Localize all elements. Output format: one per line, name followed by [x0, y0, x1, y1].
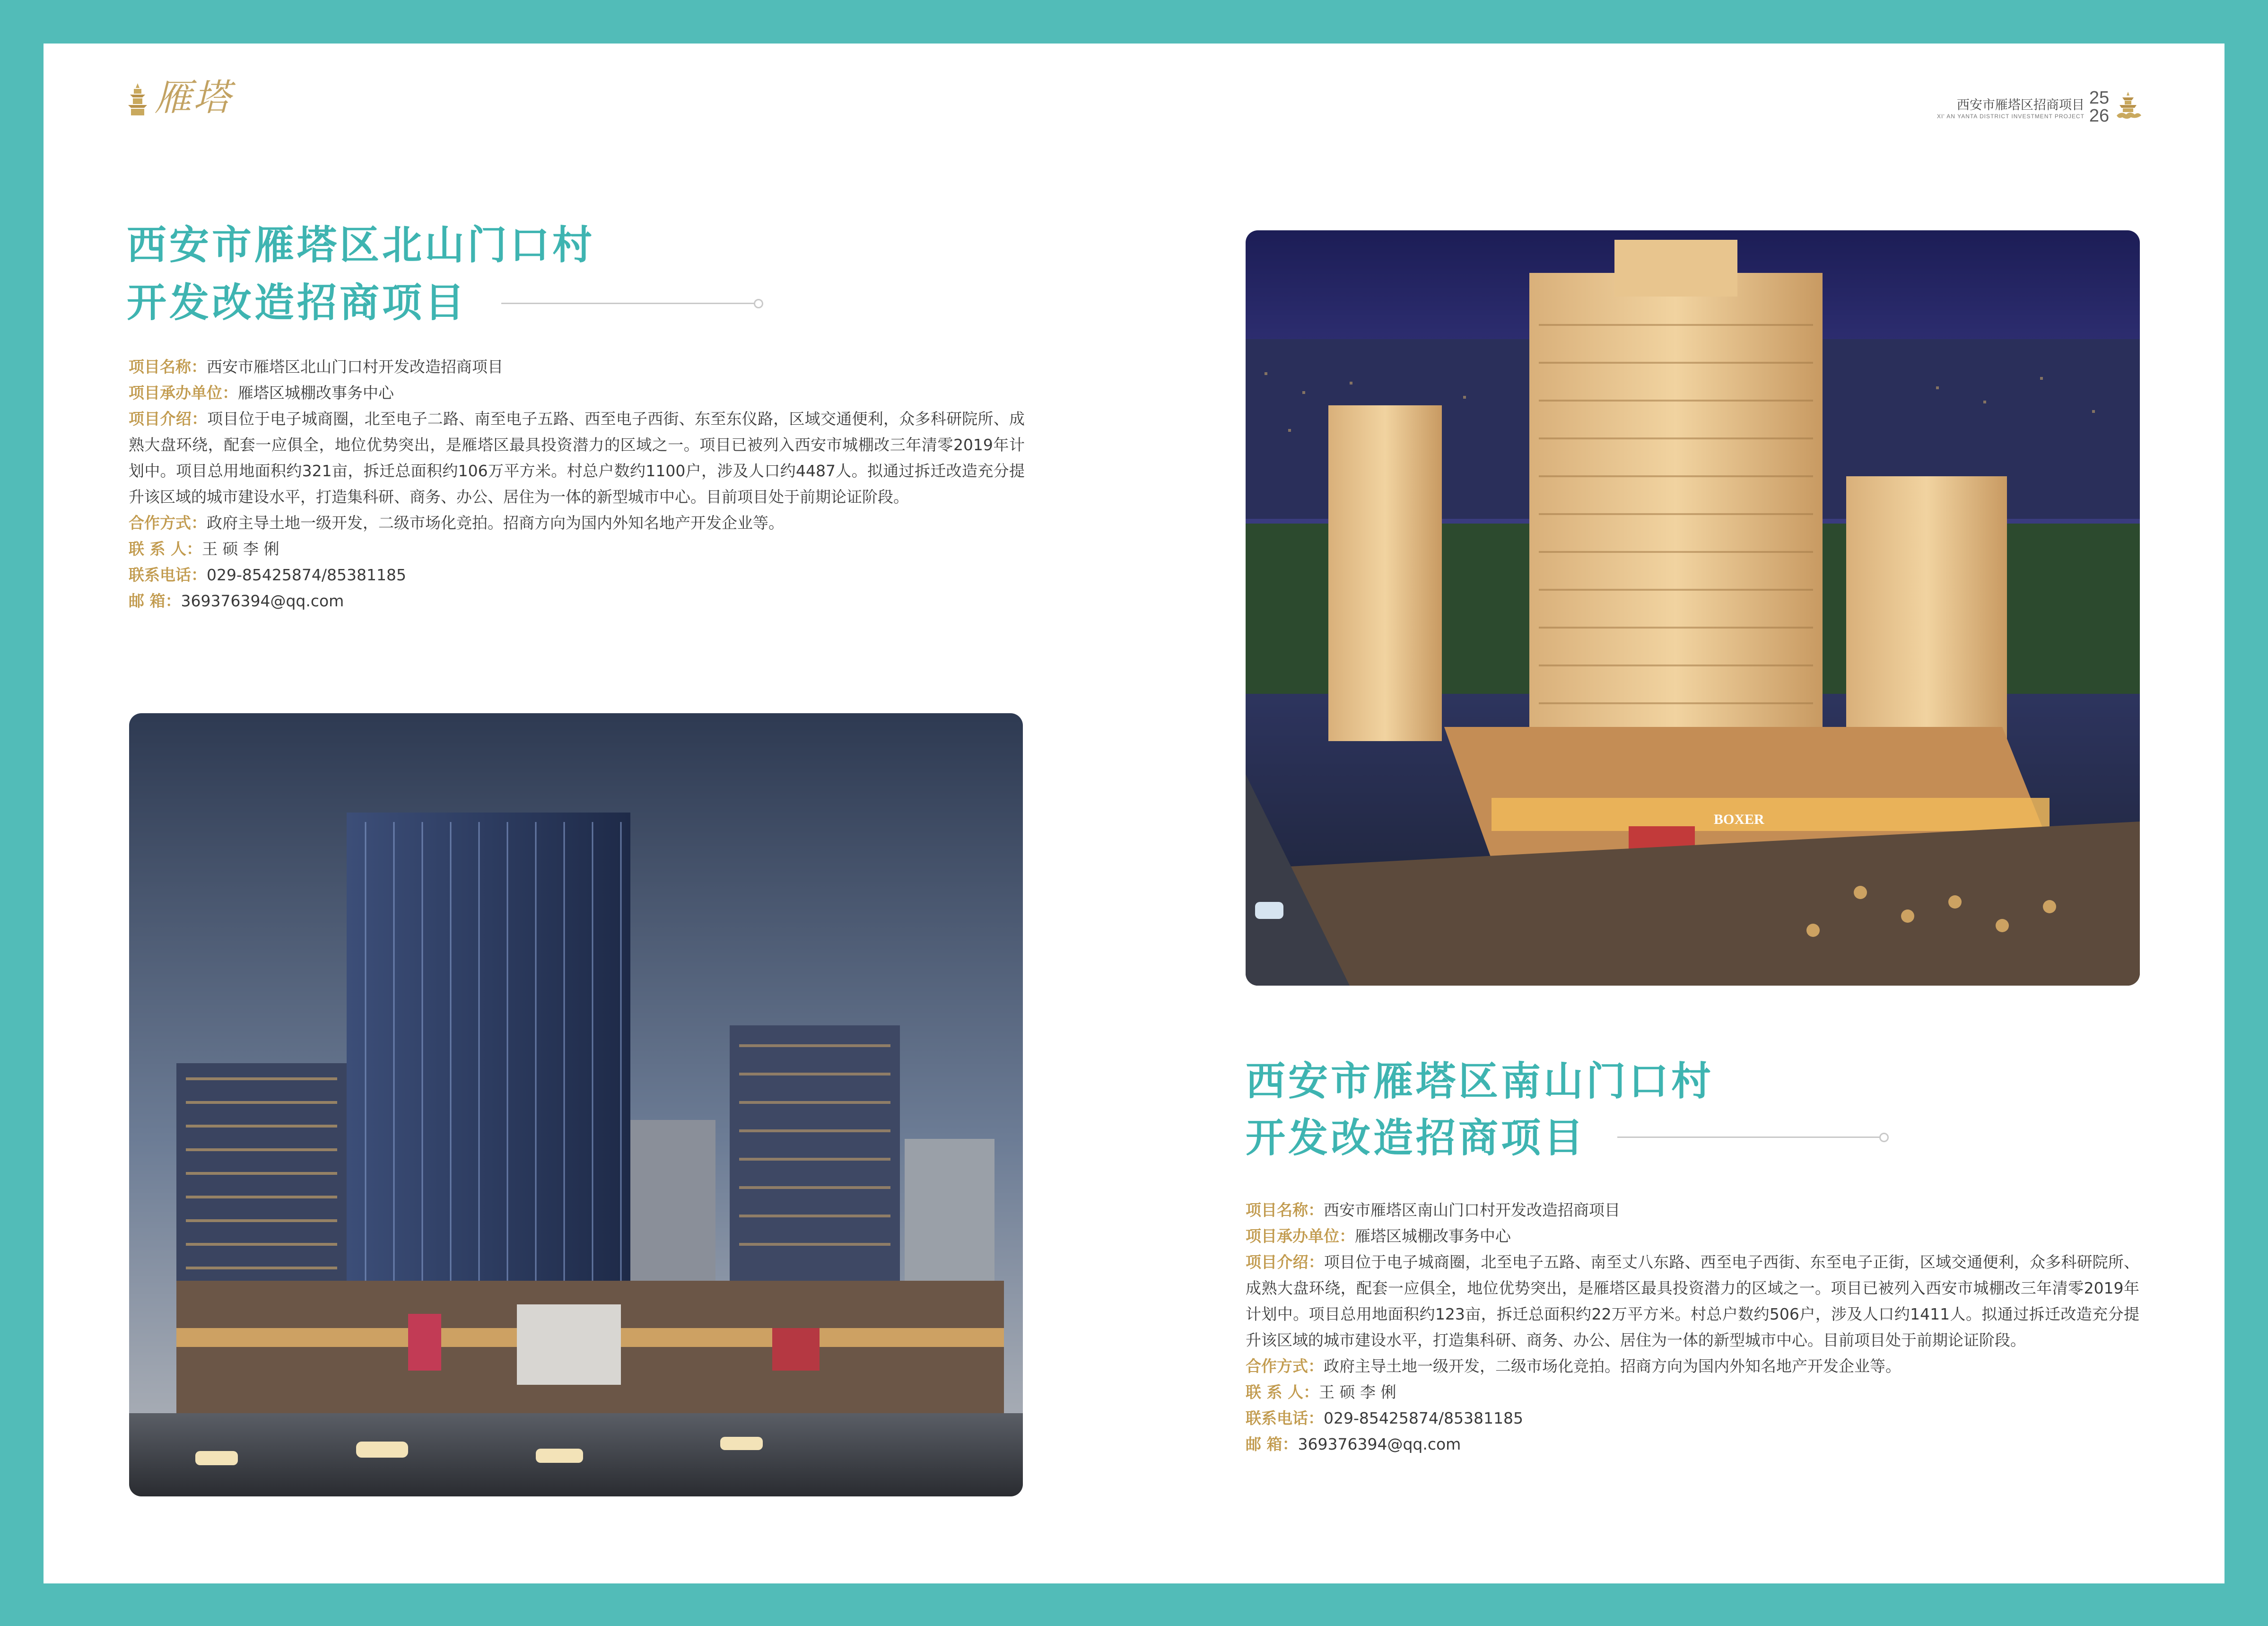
- project2-title-rule-dot: [1879, 1133, 1889, 1142]
- header-title: 西安市雁塔区招商项目: [1956, 97, 2085, 112]
- project2-rendering-image: [1246, 230, 2140, 986]
- project1-phone-label: 联系电话：: [129, 566, 207, 584]
- project2-unit-row: [1246, 1223, 2139, 1249]
- project1-name-row: [129, 354, 1025, 380]
- pagoda-cloud-icon: [2114, 91, 2142, 123]
- project1-email-row: [129, 588, 1025, 614]
- project1-intro-row: [129, 406, 1025, 510]
- project2-coop-label: 合作方式：: [1246, 1357, 1324, 1375]
- project2-name-row: [1246, 1197, 2139, 1223]
- project1-coop-value: 政府主导土地一级开发，二级市场化竞拍。招商方向为国内外知名地产开发企业等。: [207, 514, 784, 532]
- project1-title-line1: 西安市雁塔区北山门口村: [127, 222, 595, 268]
- project2-contact-label: 联 系 人：: [1246, 1383, 1319, 1401]
- project1-contact-value: 王 硕 李 俐: [201, 540, 279, 558]
- project1-email-label: 邮 箱：: [129, 592, 181, 610]
- project1-contact-label: 联 系 人：: [129, 540, 202, 558]
- project1-rendering-image: [129, 713, 1023, 1496]
- logo-text: 雁塔: [155, 77, 233, 119]
- project2-phone-value: 029-85425874/85381185: [1324, 1409, 1523, 1427]
- project2-intro-label: 项目介绍：: [1246, 1253, 1324, 1271]
- project1-email-value: 369376394@qq.com: [181, 592, 344, 610]
- project2-email-row: [1246, 1431, 2139, 1457]
- boxer-sign-text: BOXER: [1714, 812, 1764, 827]
- page-number-right: 26: [2089, 106, 2110, 126]
- project2-unit-label: 项目承办单位：: [1246, 1227, 1355, 1245]
- page-header: [1937, 89, 2142, 125]
- project2-intro-value: 项目位于电子城商圈，北至电子五路、南至丈八东路、西至电子西街、东至电子正街，区域交通便利，众多科研院所、成熟大盘环绕，配套一应俱全，地位优势突出，是雁塔区最具投资潜力的区域之一。项目已被列入西安市城棚改三年清零2019年计划中。项目总用地面积约123亩，拆迁总面积约22万平方米。村总户数约506户，涉及人口约1411人。拟通过拆迁改造充分提升该区域的城市建设水平，打造集科研、商务、办公、居住为一体的新型城市中心。目前项目处于前期论证阶段。: [1246, 1253, 2140, 1349]
- page-number-left: 25: [2089, 88, 2110, 108]
- project1-contact-row: [129, 536, 1025, 562]
- project2-name-label: 项目名称：: [1246, 1201, 1324, 1219]
- project2-contact-value: 王 硕 李 俐: [1318, 1383, 1396, 1401]
- project1-name-value: 西安市雁塔区北山门口村开发改造招商项目: [207, 358, 503, 376]
- project2-coop-row: [1246, 1353, 2139, 1379]
- page-numbers: [2089, 89, 2109, 125]
- project1-phone-value: 029-85425874/85381185: [207, 566, 406, 584]
- project2-intro-row: [1246, 1249, 2139, 1353]
- project1-intro-value: 项目位于电子城商圈，北至电子二路、南至电子五路、西至电子西街、东至东仪路，区域交通便利，众多科研院所、成熟大盘环绕，配套一应俱全，地位优势突出，是雁塔区最具投资潜力的区域之一。项目已被列入西安市城棚改三年清零2019年计划中。项目总用地面积约321亩，拆迁总面积约106万平方米。村总户数约1100户，涉及人口约4487人。拟通过拆迁改造充分提升该区域的城市建设水平，打造集科研、商务、办公、居住为一体的新型城市中心。目前项目处于前期论证阶段。: [129, 410, 1025, 506]
- project1-intro-label: 项目介绍：: [129, 410, 208, 428]
- header-subtitle-en: XI' AN YANTA DISTRICT INVESTMENT PROJECT: [1937, 113, 2085, 120]
- project1-phone-row: [129, 562, 1025, 588]
- project1-unit-row: [129, 380, 1025, 406]
- header-titles: [1937, 95, 2085, 120]
- project1-unit-value: 雁塔区城棚改事务中心: [238, 384, 394, 402]
- pagoda-logo-icon: [125, 81, 150, 116]
- project1-coop-row: [129, 510, 1025, 536]
- project2-coop-value: 政府主导土地一级开发，二级市场化竞拍。招商方向为国内外知名地产开发企业等。: [1324, 1357, 1901, 1375]
- project1-title-rule: [501, 303, 757, 304]
- project2-phone-row: [1246, 1405, 2139, 1431]
- logo: [125, 77, 233, 119]
- project1-title-line2: 开发改造招商项目: [127, 280, 468, 326]
- project1-info: [129, 354, 1025, 614]
- project2-info: [1246, 1197, 2139, 1457]
- project2-title-line1: 西安市雁塔区南山门口村: [1246, 1058, 1714, 1104]
- project2-phone-label: 联系电话：: [1246, 1409, 1324, 1427]
- project2-email-label: 邮 箱：: [1246, 1435, 1298, 1453]
- project2-name-value: 西安市雁塔区南山门口村开发改造招商项目: [1324, 1201, 1620, 1219]
- project2-contact-row: [1246, 1379, 2139, 1405]
- project2-unit-value: 雁塔区城棚改事务中心: [1355, 1227, 1511, 1245]
- project2-title-line2: 开发改造招商项目: [1246, 1115, 1587, 1161]
- project2-email-value: 369376394@qq.com: [1298, 1435, 1461, 1453]
- project2-title-rule: [1617, 1136, 1882, 1138]
- project1-unit-label: 项目承办单位：: [129, 384, 238, 402]
- project1-title-rule-dot: [754, 299, 763, 308]
- project1-name-label: 项目名称：: [129, 358, 207, 376]
- project1-coop-label: 合作方式：: [129, 514, 207, 532]
